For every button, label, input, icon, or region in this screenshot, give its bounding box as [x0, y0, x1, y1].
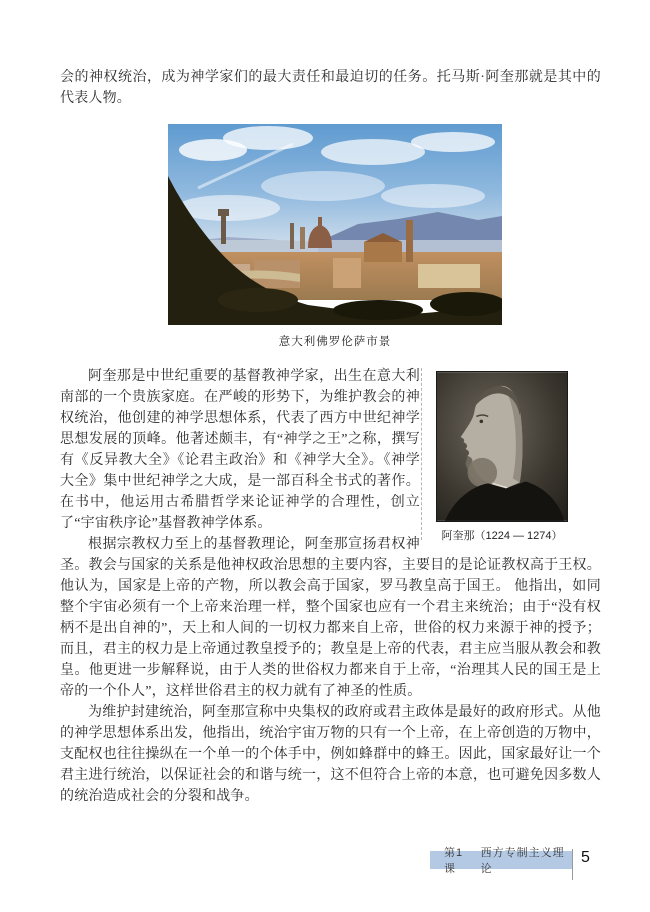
paragraph-divine-right: 根据宗教权力至上的基督教理论，阿奎那宣扬君权神圣。教会与国家的关系是他神权政治思想的主要内容，主要目的是论证教权高于王权。他认为，国家是上帝的产物，所以教会高于国家，罗马教皇高于国王。 他指出，如同整个宇宙必须有一个上帝来治理一样，整个国家也应有一个君主来统治；由于“没有权柄不是出自神的”，天上和人间的一切权力都来自上帝，世俗的权力来源于神的授予；而且，君主的权力是上帝通过教皇授予的；教皇是上帝的代表，君主应当服从教会和教皇。他更进一步解释说，由于人类的世俗权力都来自于上帝，“治理其人民的国王是上帝的一个仆人”，这样世俗君主的权力就有了神圣的性质。: [60, 537, 601, 699]
paragraph-monarchy: 为维护封建统治，阿奎那宣称中央集权的政府或君主政体是最好的政府形式。从他的神学思想体系出发，他指出，统治宇宙万物的只有一个上帝，在上帝创造的万物中，支配权也往往操纵在一个单一的个体手中，例如蜂群中的蜂王。因此，国家最好让一个君主进行统治，以保证社会的和谐与统一，这不但符合上帝的本意，也可避免因多数人的统治造成社会的分裂和战争。: [60, 705, 601, 804]
footer-lesson-title: 西方专制主义理论: [480, 847, 565, 875]
florence-caption: 意大利佛罗伦萨市景: [278, 336, 392, 348]
florence-figure: [168, 124, 502, 349]
aquinas-portrait-engraving: [436, 371, 568, 522]
footer-lesson-number: 第1课: [444, 847, 464, 875]
florence-cityscape-photo: [168, 124, 502, 325]
paragraph-aquinas-bio: 阿奎那是中世纪重要的基督教神学家，出生在意大利南部的一个贵族家庭。在严峻的形势下，为维护教会的神权统治，他创建的神学思想体系，代表了西方中世纪神学思想发展的顶峰。他著述颇丰，有“神学之王”之称，撰写有《反异教大全》《论君主政治》和《神学大全》。《神学大全》集中世纪神学之大成，是一部百科全书式的著作。在书中，他运用古希腊哲学来论证神学的合理性，创立了“宇宙秩序论”基督教神学体系。: [60, 369, 420, 531]
column-divider-dashed-line: [421, 368, 422, 540]
page-number: 5: [581, 849, 590, 866]
footer-lesson-bar: [430, 847, 572, 875]
aquinas-caption: 阿奎那（1224 — 1274）: [441, 530, 563, 542]
main-text-column: [60, 366, 601, 807]
footer-divider-line: [572, 849, 573, 880]
paragraph-intro: 会的神权统治，成为神学家们的最大责任和最迫切的任务。托马斯·阿奎那就是其中的代表人物。: [60, 70, 601, 106]
aquinas-figure: [420, 366, 601, 555]
